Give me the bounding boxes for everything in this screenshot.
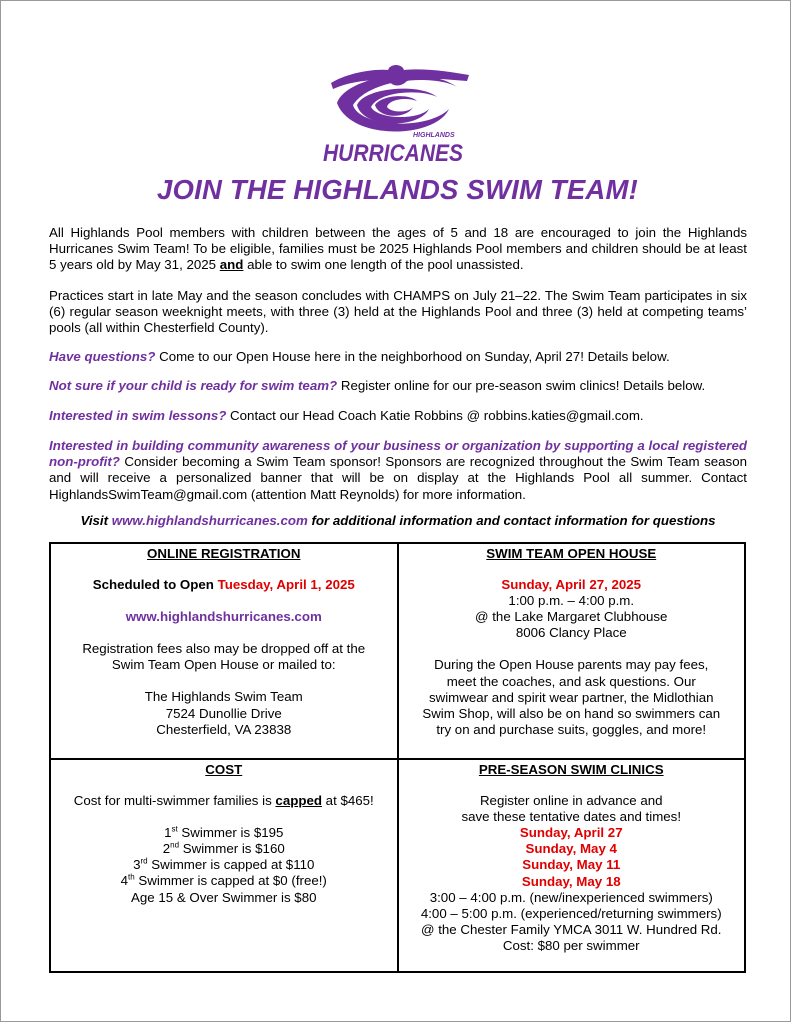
clinic-time-returning: 4:00 – 5:00 p.m. (experienced/returning swimmers) — [420, 905, 722, 921]
cost-age-15-over: Age 15 & Over Swimmer is $80 — [131, 889, 317, 905]
registration-url[interactable]: www.highlandshurricanes.com — [125, 609, 322, 625]
registration-cell: ONLINE REGISTRATION Scheduled to Open Tuesday, April 1, 2025 www.highlandshurricanes.com Registration fees also may be dropped off at the Swim Team Open House or mailed to: The Highlands Swim Team 7524 Dunollie Drive Chesterfield, VA 23838 — [50, 543, 398, 759]
cost-third-swimmer: 3rd Swimmer is capped at $110 — [133, 856, 315, 873]
mailing-address-line3: Chesterfield, VA 23838 — [156, 721, 292, 737]
clinic-date: Sunday, May 11 — [522, 857, 621, 873]
clinic-time-new: 3:00 – 4:00 p.m. (new/inexperienced swimmers) — [429, 889, 713, 905]
clinics-heading: PRE-SEASON SWIM CLINICS — [478, 762, 664, 777]
hurricanes-logo — [317, 53, 475, 165]
cost-second-swimmer: 2nd Swimmer is $160 — [162, 840, 285, 857]
open-house-cell: SWIM TEAM OPEN HOUSE Sunday, April 27, 2025 1:00 p.m. – 4:00 p.m. @ the Lake Margaret Clubhouse 8006 Clancy Place During the Open House parents may pay fees, meet the coaches, and ask questions. Our swimwear and spirit wear partner, the Midlothian Swim Shop, will also be on hand so swimmers can try on and purchase suits, goggles, and more! — [398, 543, 746, 759]
logo-small-text: HIGHLANDS — [413, 132, 455, 139]
cost-first-swimmer: 1st Swimmer is $195 — [164, 824, 284, 841]
page-title: JOIN THE HIGHLANDS SWIM TEAM! — [157, 174, 638, 205]
and-emphasis: and — [219, 257, 244, 273]
open-house-date: Sunday, April 27, 2025 — [501, 577, 642, 593]
clinic-date: Sunday, April 27 — [519, 825, 623, 841]
website-link[interactable]: www.highlandshurricanes.com — [111, 513, 308, 528]
clinic-date: Sunday, May 4 — [525, 841, 617, 857]
faq-swim-clinics: Not sure if your child is ready for swim team? Register online for our pre-season swim clinics! Details below. — [49, 378, 706, 393]
mailing-address-line2: 7524 Dunollie Drive — [165, 705, 282, 721]
intro-paragraph-eligibility: All Highlands Pool members with children between the ages of 5 and 18 are encouraged to join the Highlands Hurricanes Swim Team! To be eligible, families must be 2025 Highlands Pool members and children should be at least 5 years old by May 31, 2025 and able to swim one length of the pool unassisted. — [49, 225, 747, 273]
clinic-date: Sunday, May 18 — [521, 873, 621, 889]
cost-heading: COST — [205, 762, 243, 777]
mailing-address-line1: The Highlands Swim Team — [144, 689, 303, 705]
info-table — [49, 542, 746, 973]
faq-sponsorship: Interested in building community awareness of your business or organization by supporting a local registered non-profit? Consider becoming a Swim Team sponsor! Sponsors are recognized throughout the Swim Team season and will receive a personalized banner that will be on display at the Highlands Pool all summer. Contact HighlandsSwimTeam@gmail.com (attention Matt Reynolds) for more information. — [49, 438, 747, 502]
registration-heading: ONLINE REGISTRATION — [147, 546, 301, 561]
clinics-cell: PRE-SEASON SWIM CLINICS Register online in advance and save these tentative dates and times! Sunday, April 27 Sunday, May 4 Sunday, May 11 Sunday, May 18 3:00 – 4:00 p.m. (new/inexperienced swimmers) 4:00 – 5:00 p.m. (experienced/returning swimmers) @ the Chester Family YMCA 3011 W. Hundred Rd. Cost: $80 per swimmer — [398, 759, 746, 972]
logo-wordmark: HURRICANES — [323, 140, 463, 165]
open-house-time: 1:00 p.m. – 4:00 p.m. — [508, 593, 635, 609]
intro-paragraph-practices: Practices start in late May and the season concludes with CHAMPS on July 21–22. The Swim Team participates in six (6) regular season weeknight meets, with three (3) held at the Highlands Pool and three (3) held at competing teams’ pools (all within Chesterfield County). — [49, 288, 747, 336]
clinic-cost: Cost: $80 per swimmer — [502, 937, 640, 953]
faq-swim-lessons: Interested in swim lessons? Contact our Head Coach Katie Robbins @ robbins.katies@gmail.com. — [49, 408, 644, 423]
open-house-heading: SWIM TEAM OPEN HOUSE — [486, 546, 657, 561]
faq-questions: Have questions? Come to our Open House here in the neighborhood on Sunday, April 27! Details below. — [49, 349, 670, 364]
registration-open-date: Tuesday, April 1, 2025 — [217, 577, 355, 593]
clinic-location: @ the Chester Family YMCA 3011 W. Hundred Rd. — [421, 921, 722, 937]
visit-website-line: Visit www.highlandshurricanes.com for additional information and contact information for questions — [80, 513, 716, 528]
cost-cell — [50, 759, 398, 972]
swimmer-swirl-icon — [331, 65, 469, 132]
cost-fourth-swimmer: 4th Swimmer is capped at $0 (free!) — [120, 873, 327, 889]
multi-swimmer-cap: Cost for multi-swimmer families is capped at $465! — [73, 793, 374, 809]
